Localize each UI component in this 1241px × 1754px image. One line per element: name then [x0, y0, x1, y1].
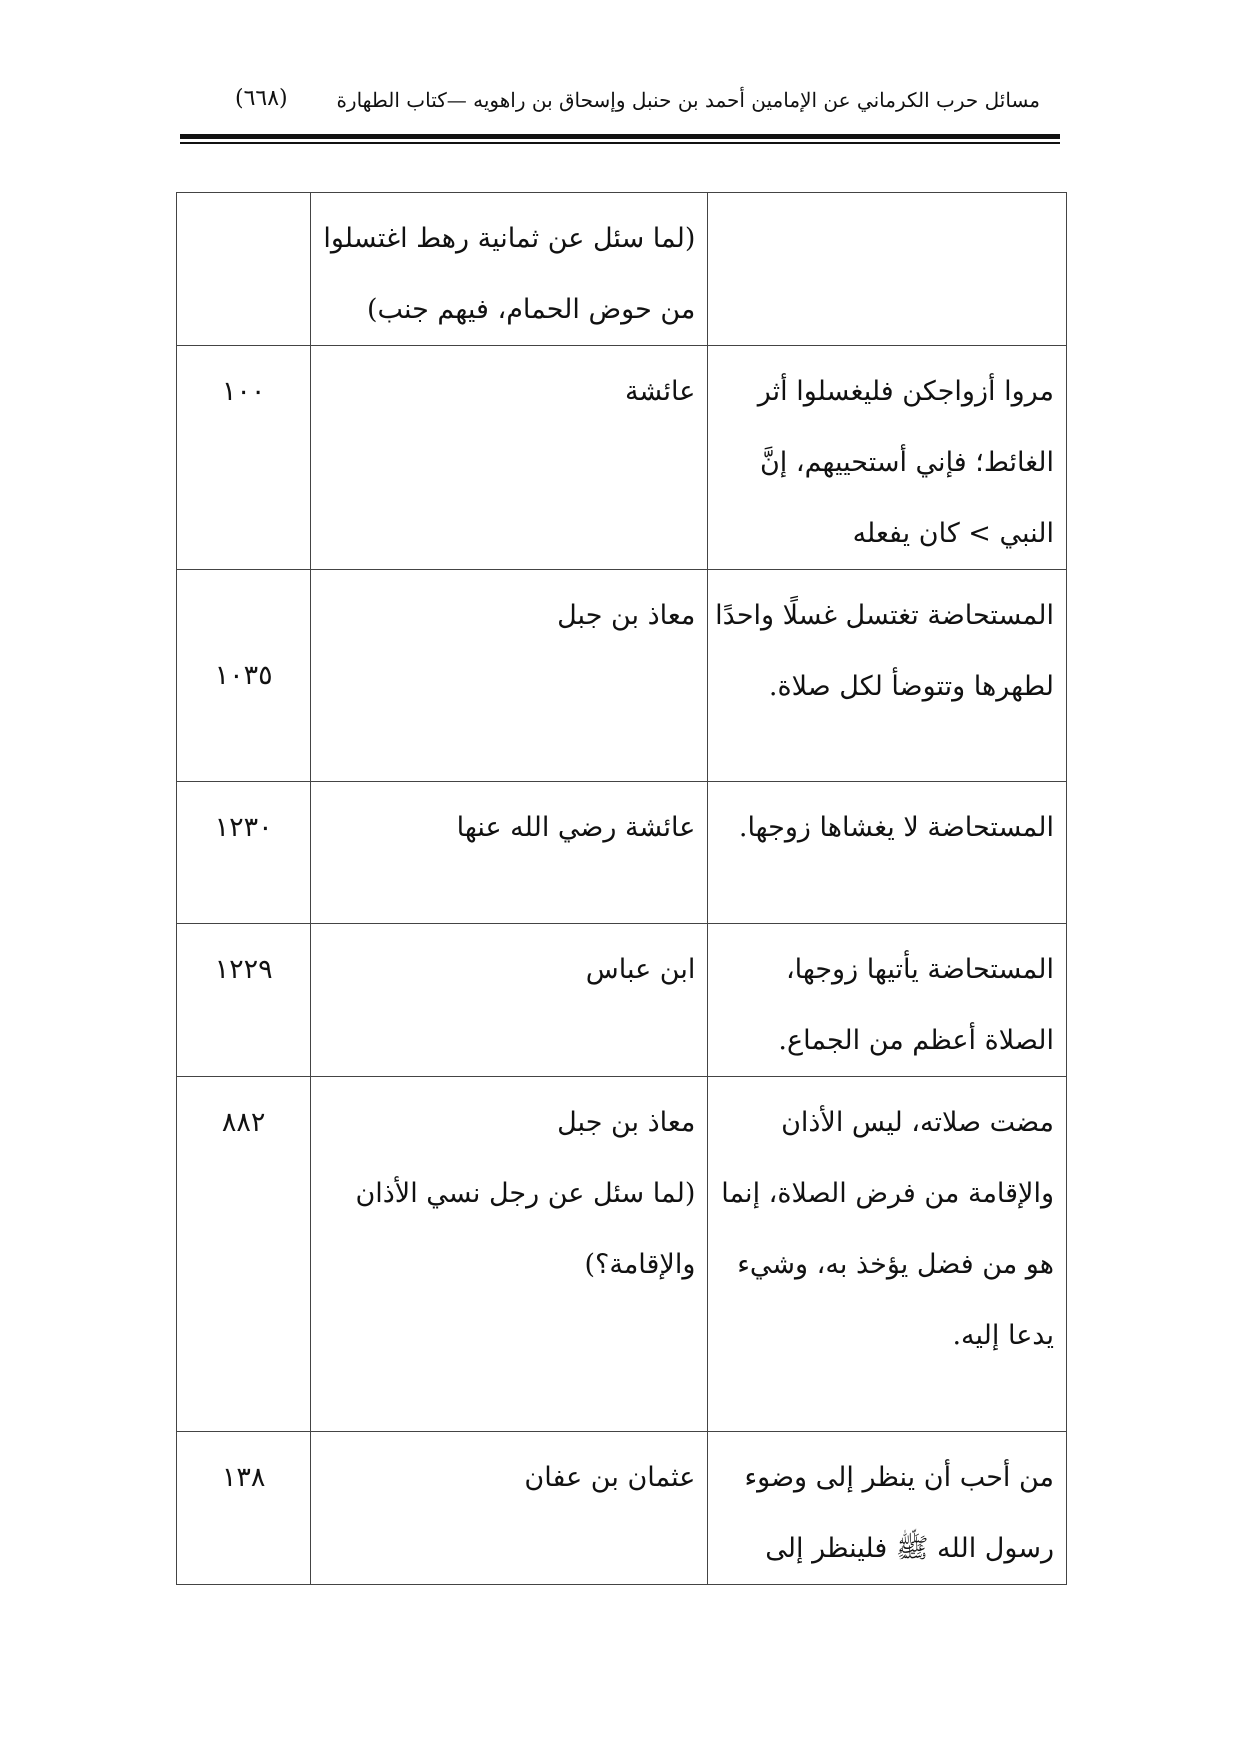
source-line: معاذ بن جبل — [557, 600, 696, 631]
source-line: ابن عباس — [585, 954, 696, 985]
text-cell — [708, 924, 1067, 1077]
source-cell — [311, 782, 708, 924]
number-cell: ٨٨٢ — [177, 1077, 311, 1432]
source-cell — [311, 924, 708, 1077]
source-line: عثمان بن عفان — [524, 1462, 696, 1493]
running-header — [180, 84, 1060, 124]
text-cell — [708, 1077, 1067, 1432]
table-row — [177, 193, 1067, 346]
source-cell — [311, 1077, 708, 1432]
text-line: من أحب أن ينظر إلى وضوء — [744, 1462, 1054, 1493]
text-line: يدعا إليه. — [952, 1320, 1054, 1351]
number-cell: ١٢٢٩ — [177, 924, 311, 1077]
source-cell — [311, 570, 708, 782]
number-cell: ١٠٣٥ — [177, 570, 311, 782]
text-line: الغائط؛ فإني أستحييهم، إنَّ — [759, 447, 1054, 478]
text-line: والإقامة من فرض الصلاة، إنما — [721, 1178, 1054, 1209]
text-line: المستحاضة لا يغشاها زوجها. — [738, 812, 1054, 843]
text-line: المستحاضة يأتيها زوجها، — [785, 954, 1054, 985]
text-line: هو من فضل يؤخذ به، وشيء — [737, 1249, 1054, 1280]
text-cell — [708, 1432, 1067, 1585]
text-line: الصلاة أعظم من الجماع. — [778, 1025, 1054, 1056]
source-line: (لما سئل عن ثمانية رهط اغتسلوا — [323, 223, 696, 254]
number-cell: ١٣٨ — [177, 1432, 311, 1585]
header-rule-thin — [180, 142, 1060, 144]
source-cell — [311, 346, 708, 570]
number-cell: ١٠٠ — [177, 346, 311, 570]
number-cell: ١٢٣٠ — [177, 782, 311, 924]
header-rule-thick — [180, 134, 1060, 139]
source-cell — [311, 1432, 708, 1585]
source-line: عائشة — [624, 376, 696, 407]
page-number: (٦٦٨) — [235, 86, 288, 111]
header-title: مسائل حرب الكرماني عن الإمامين أحمد بن حنبل وإسحاق بن راهويه —كتاب الطهارة — [336, 88, 1040, 112]
text-cell — [708, 193, 1067, 346]
text-line: المستحاضة تغتسل غسلًا واحدًا — [715, 600, 1054, 631]
table-row — [177, 346, 1067, 570]
table-row — [177, 1432, 1067, 1585]
source-line: من حوض الحمام، فيهم جنب) — [366, 294, 696, 325]
source-line: معاذ بن جبل — [557, 1107, 696, 1138]
text-line: لطهرها وتتوضأ لكل صلاة. — [768, 671, 1054, 702]
source-line: عائشة رضي الله عنها — [456, 812, 696, 843]
table-row — [177, 924, 1067, 1077]
number-cell — [177, 193, 311, 346]
text-line: مضت صلاته، ليس الأذان — [781, 1107, 1054, 1138]
text-cell — [708, 782, 1067, 924]
text-cell — [708, 346, 1067, 570]
table-row — [177, 1077, 1067, 1432]
narrations-table — [176, 192, 1067, 1585]
text-line: النبي > كان يفعله — [852, 518, 1054, 549]
source-line: (لما سئل عن رجل نسي الأذان — [355, 1178, 696, 1209]
table-row — [177, 570, 1067, 782]
source-cell — [311, 193, 708, 346]
text-cell — [708, 570, 1067, 782]
text-line: رسول الله ﷺ فلينظر إلى — [765, 1533, 1054, 1564]
table-row — [177, 782, 1067, 924]
source-line: والإقامة؟) — [584, 1249, 696, 1280]
text-line: مروا أزواجكن فليغسلوا أثر — [757, 376, 1054, 407]
